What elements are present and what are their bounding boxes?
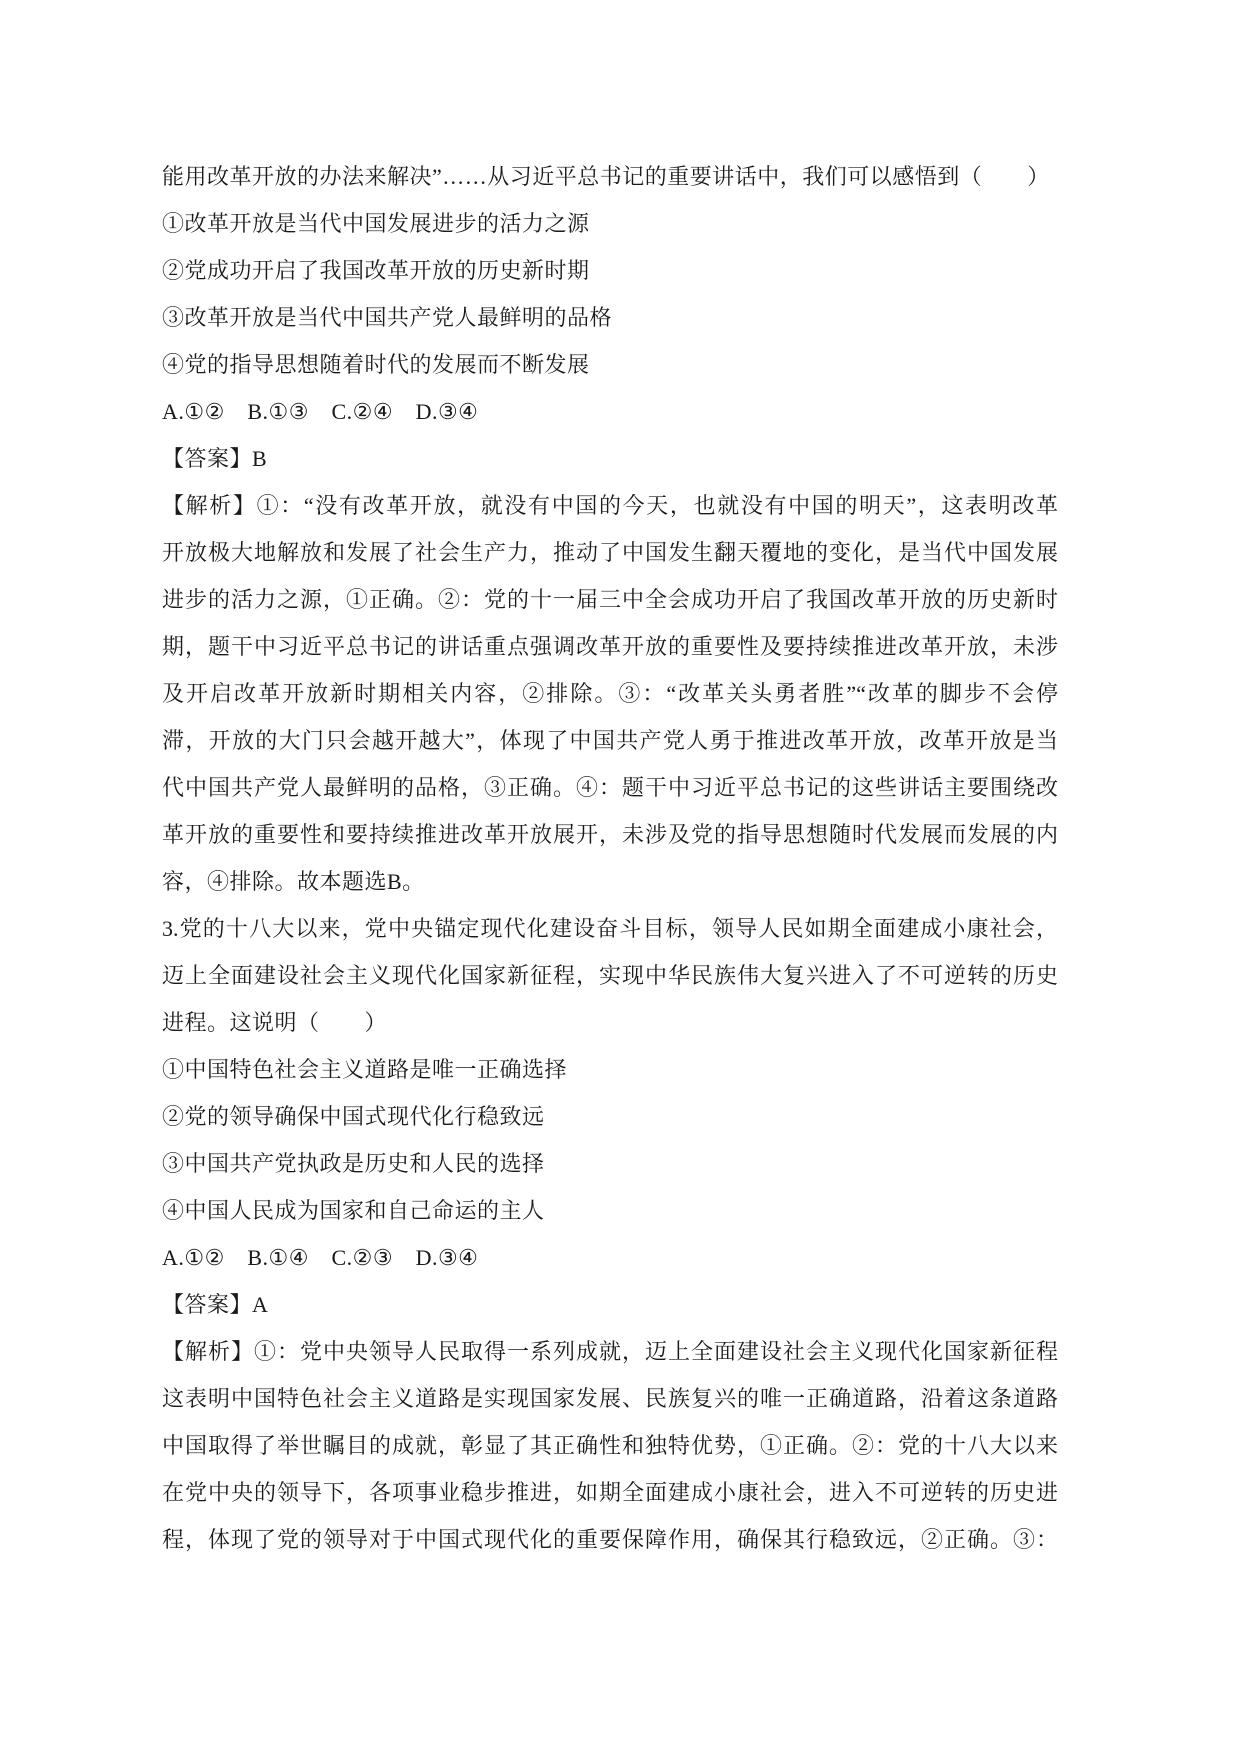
text-line: ④中国人民成为国家和自己命运的主人 xyxy=(162,1198,545,1223)
text-line: A.①② B.①④ C.②③ D.③④ xyxy=(162,1245,479,1270)
text-line: ②党成功开启了我国改革开放的历史新时期 xyxy=(162,258,590,283)
text-line: 【答案】A xyxy=(162,1292,269,1317)
text-line: 及开启改革开放新时期相关内容，②排除。③：“改革关头勇者胜”“改革的脚步不会停 xyxy=(162,681,1058,706)
text-line: 【解析】①：党中央领导人民取得一系列成就，迈上全面建设社会主义现代化国家新征程 xyxy=(162,1339,1058,1364)
text-line: 程，体现了党的领导对于中国式现代化的重要保障作用，确保其行稳致远，②正确。③： xyxy=(162,1527,1058,1552)
text-line: A.①② B.①③ C.②④ D.③④ xyxy=(162,399,479,424)
text-line: ③中国共产党执政是历史和人民的选择 xyxy=(162,1151,545,1176)
text-line: ③改革开放是当代中国共产党人最鲜明的品格 xyxy=(162,305,613,330)
text-line: ②党的领导确保中国式现代化行稳致远 xyxy=(162,1104,545,1129)
text-line: 容，④排除。故本题选B。 xyxy=(162,869,425,894)
text-line: 中国取得了举世瞩目的成就，彰显了其正确性和独特优势，①正确。②：党的十八大以来 xyxy=(162,1433,1058,1458)
text-line: 【答案】B xyxy=(162,446,268,471)
text-line: 代中国共产党人最鲜明的品格，③正确。④：题干中习近平总书记的这些讲话主要围绕改 xyxy=(162,775,1058,800)
text-line: 进程。这说明（ ） xyxy=(162,1010,388,1035)
text-line: 【解析】①：“没有改革开放，就没有中国的今天，也就没有中国的明天”，这表明改革 xyxy=(162,493,1058,518)
text-line: 3.党的十八大以来，党中央锚定现代化建设奋斗目标，领导人民如期全面建成小康社会， xyxy=(162,916,1058,941)
text-line: 能用改革开放的办法来解决”……从习近平总书记的重要讲话中，我们可以感悟到（ ） xyxy=(162,164,1050,189)
text-line: ①中国特色社会主义道路是唯一正确选择 xyxy=(162,1057,568,1082)
text-line: ④党的指导思想随着时代的发展而不断发展 xyxy=(162,352,590,377)
text-line: 这表明中国特色社会主义道路是实现国家发展、民族复兴的唯一正确道路，沿着这条道路 xyxy=(162,1386,1058,1411)
text-line: 在党中央的领导下，各项事业稳步推进，如期全面建成小康社会，进入不可逆转的历史进 xyxy=(162,1480,1058,1505)
text-line: 革开放的重要性和要持续推进改革开放展开，未涉及党的指导思想随时代发展而发展的内 xyxy=(162,822,1058,847)
text-line: 期，题干中习近平总书记的讲话重点强调改革开放的重要性及要持续推进改革开放，未涉 xyxy=(162,634,1058,659)
text-line: ①改革开放是当代中国发展进步的活力之源 xyxy=(162,211,590,236)
text-line: 进步的活力之源，①正确。②：党的十一届三中全会成功开启了我国改革开放的历史新时 xyxy=(162,587,1058,612)
text-line: 迈上全面建设社会主义现代化国家新征程，实现中华民族伟大复兴进入了不可逆转的历史 xyxy=(162,963,1058,988)
text-line: 开放极大地解放和发展了社会生产力，推动了中国发生翻天覆地的变化，是当代中国发展 xyxy=(162,540,1058,565)
text-content xyxy=(162,153,1058,1563)
text-line: 滞，开放的大门只会越开越大”，体现了中国共产党人勇于推进改革开放，改革开放是当 xyxy=(162,728,1058,753)
